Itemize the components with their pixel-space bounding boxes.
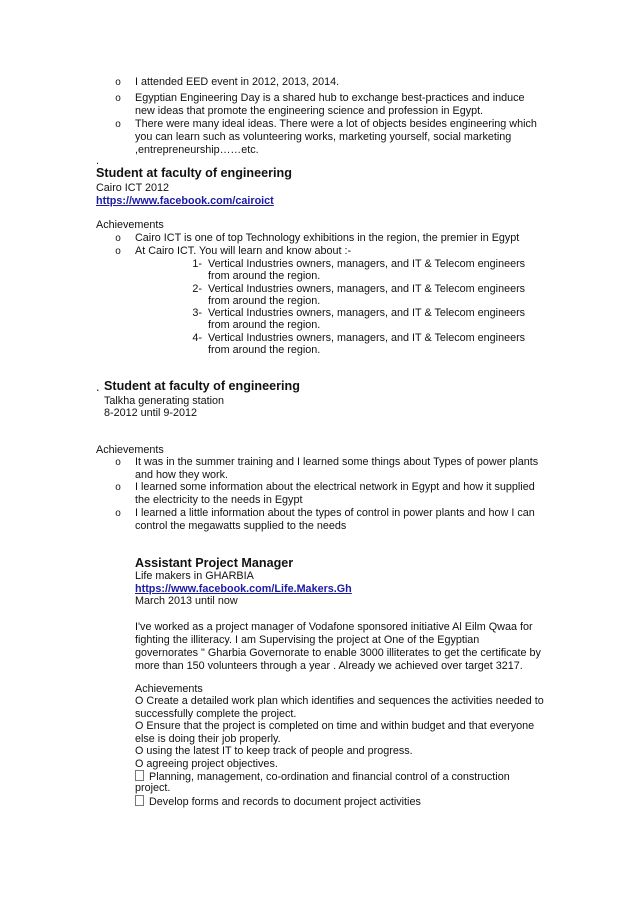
facebook-link[interactable]: https://www.facebook.com/Life.Makers.Gh xyxy=(135,583,352,595)
numbered-item-line: from around the region. xyxy=(208,344,321,356)
box-item-line xyxy=(135,795,421,809)
achievements-label: Achievements xyxy=(96,444,164,456)
section-title: Assistant Project Manager xyxy=(135,556,294,570)
eed-item-3-line-2: you can learn such as volunteering works, marketing yourself, social marketing xyxy=(135,131,512,143)
dates: 8-2012 until 9-2012 xyxy=(104,407,198,419)
bullet-marker: o xyxy=(115,508,121,519)
bullet-marker: o xyxy=(115,457,121,468)
bullet-marker: o xyxy=(115,77,121,88)
eed-item-3-line-3: ,entrepreneurship……etc. xyxy=(135,144,259,156)
box-bullet-icon xyxy=(135,770,144,781)
numbered-item-line: Vertical Industries owners, managers, and IT & Telecom engineers xyxy=(208,307,526,319)
box-item-text: Develop forms and records to document project activities xyxy=(149,796,421,808)
achievement-line: O Create a detailed work plan which identifies and sequences the activities needed to xyxy=(135,695,544,707)
list-number: 1- xyxy=(192,258,202,270)
numbered-item-line: from around the region. xyxy=(208,295,321,307)
numbered-item-line: from around the region. xyxy=(208,319,321,331)
achievement-line: I learned a little information about the types of control in power plants and how I can xyxy=(135,507,535,519)
bullet-marker: o xyxy=(115,119,121,130)
achievement-line: and how they work. xyxy=(135,469,229,481)
facebook-link[interactable]: https://www.facebook.com/cairoict xyxy=(96,195,274,207)
box-bullet-icon xyxy=(135,795,144,806)
eed-item-3-line-1: There were many ideal ideas. There were a lot of objects besides engineering which xyxy=(135,118,537,130)
eed-item-1-line-1: I attended EED event in 2012, 2013, 2014. xyxy=(135,76,340,88)
section-prefix: . xyxy=(96,380,100,394)
numbered-item-line: Vertical Industries owners, managers, and IT & Telecom engineers xyxy=(208,332,526,344)
achievement-line: I learned some information about the electrical network in Egypt and how it supplied xyxy=(135,481,535,493)
achievement-line: O Ensure that the project is completed on time and within budget and that everyone xyxy=(135,720,535,732)
stray-mark: . xyxy=(96,155,99,167)
eed-item-2-line-1: Egyptian Engineering Day is a shared hub to exchange best-practices and induce xyxy=(135,92,525,104)
achievement-line: the electricity to the needs in Egypt xyxy=(135,494,303,506)
list-number: 2- xyxy=(192,283,202,295)
numbered-item-line: from around the region. xyxy=(208,270,321,282)
eed-item-2-line-2: new ideas that promote the engineering science and profession in Egypt. xyxy=(135,105,484,117)
description-line: governorates " Gharbia Governorate to enable 3000 illiterates to get the certificate by xyxy=(135,647,541,659)
bullet-marker: o xyxy=(115,93,121,104)
section-title: Student at faculty of engineering xyxy=(96,166,292,180)
achievement-line: O using the latest IT to keep track of people and progress. xyxy=(135,745,413,757)
box-item-text: Planning, management, co-ordination and financial control of a construction xyxy=(149,771,510,783)
numbered-item-line: Vertical Industries owners, managers, and IT & Telecom engineers xyxy=(208,283,526,295)
dates: March 2013 until now xyxy=(135,595,238,607)
description-line: more than 150 volunteers through a year . Already we achieved over target 3217. xyxy=(135,660,523,672)
achievements-label: Achievements xyxy=(96,219,164,231)
box-item-line xyxy=(135,770,510,784)
achievement-line: successfully complete the project. xyxy=(135,708,297,720)
description-line: fighting the illiteracy. I am Supervising the project at One of the Egyptian xyxy=(135,634,480,646)
box-item-line: project. xyxy=(135,782,171,794)
bullet-marker: o xyxy=(115,233,121,244)
section-title: Student at faculty of engineering xyxy=(104,379,300,393)
bullet-marker: o xyxy=(115,246,121,257)
achievement-line: control the megawatts supplied to the needs xyxy=(135,520,347,532)
bullet-marker: o xyxy=(115,482,121,493)
achievements-label: Achievements xyxy=(135,683,203,695)
achievement-line: O agreeing project objectives. xyxy=(135,758,278,770)
organization: Talkha generating station xyxy=(104,395,225,407)
achievement-line: It was in the summer training and I learned some things about Types of power plants xyxy=(135,456,539,468)
achievement-line: else is doing their job properly. xyxy=(135,733,281,745)
description-line: I've worked as a project manager of Vodafone sponsored initiative Al Eilm Qwaa for xyxy=(135,621,533,633)
organization: Life makers in GHARBIA xyxy=(135,570,254,582)
organization: Cairo ICT 2012 xyxy=(96,182,170,194)
numbered-item-line: Vertical Industries owners, managers, and IT & Telecom engineers xyxy=(208,258,526,270)
list-number: 4- xyxy=(192,332,202,344)
list-number: 3- xyxy=(192,307,202,319)
achievement-item: Cairo ICT is one of top Technology exhibitions in the region, the premier in Egypt xyxy=(135,232,520,244)
achievement-item: At Cairo ICT. You will learn and know about :- xyxy=(135,245,352,257)
